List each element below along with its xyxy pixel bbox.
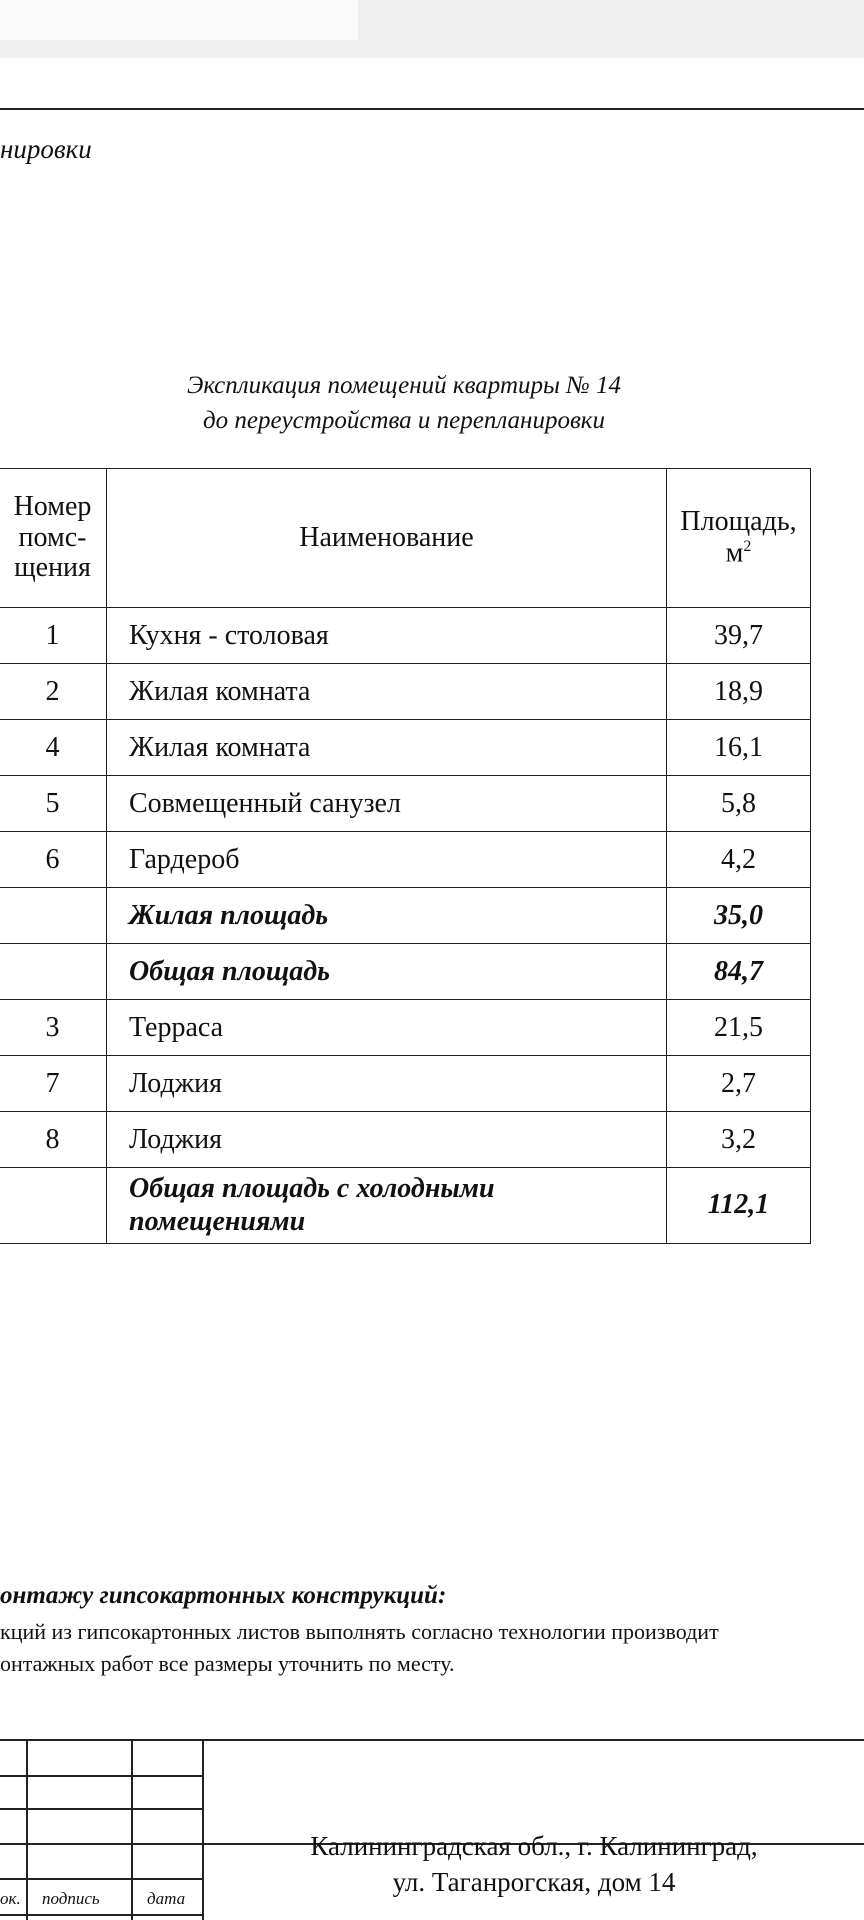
room-area: 18,9 xyxy=(667,664,811,720)
total-value: 112,1 xyxy=(667,1168,811,1244)
title-block-rule xyxy=(0,1914,204,1916)
table-row xyxy=(0,608,811,664)
room-number xyxy=(0,888,107,944)
subtotal-label: Общая площадь xyxy=(107,944,667,1000)
header-number: Номер помс- щения xyxy=(0,469,107,608)
table-row xyxy=(0,1056,811,1112)
table-row xyxy=(0,664,811,720)
address-line2: ул. Таганрогская, дом 14 xyxy=(392,1867,676,1897)
room-number: 5 xyxy=(0,776,107,832)
room-number: 4 xyxy=(0,720,107,776)
subtotal-value: 35,0 xyxy=(667,888,811,944)
notes-line: кций из гипсокартонных листов выполнять согласно технологии производит xyxy=(0,1619,719,1644)
explication-caption-line2: до переустройства и перепланировки xyxy=(202,407,605,434)
header-area: Площадь, $м^2$ xyxy=(667,469,811,608)
room-number xyxy=(0,1168,107,1244)
room-name: Лоджия xyxy=(107,1112,667,1168)
title-block-col xyxy=(26,1739,28,1920)
header-name: Наименование xyxy=(107,469,667,608)
room-number: 3 xyxy=(0,1000,107,1056)
top-input-field[interactable] xyxy=(0,0,358,40)
room-name: Терраса xyxy=(107,1000,667,1056)
title-block-top-rule xyxy=(0,1739,864,1741)
table-row xyxy=(0,720,811,776)
stamp-date-label: дата xyxy=(147,1889,186,1908)
subtotal-label: Жилая площадь xyxy=(107,888,667,944)
title-block-rule xyxy=(0,1775,204,1777)
title-block-rule xyxy=(0,1878,204,1880)
notes-heading: онтажу гипсокартонных конструкций: xyxy=(0,1582,447,1609)
room-name: Гардероб xyxy=(107,832,667,888)
top-toolbar xyxy=(0,0,864,58)
subtotal-value: 84,7 xyxy=(667,944,811,1000)
room-number: 6 xyxy=(0,832,107,888)
top-rule xyxy=(0,108,864,110)
room-area: 4,2 xyxy=(667,832,811,888)
notes-line: онтажных работ все размеры уточнить по месту. xyxy=(0,1651,455,1676)
section-title: нировки xyxy=(0,134,92,164)
table-row xyxy=(0,776,811,832)
room-name: Лоджия xyxy=(107,1056,667,1112)
address-line1: Калининградская обл., г. Калининград, xyxy=(310,1831,758,1861)
table-header-row xyxy=(0,469,811,608)
room-area: 39,7 xyxy=(667,608,811,664)
table-row-subtotal xyxy=(0,944,811,1000)
room-area: 21,5 xyxy=(667,1000,811,1056)
room-area: 2,7 xyxy=(667,1056,811,1112)
room-name: Кухня - столовая xyxy=(107,608,667,664)
room-name: Жилая комната xyxy=(107,664,667,720)
table-row xyxy=(0,1000,811,1056)
stamp-doc-label: ок. xyxy=(0,1889,21,1908)
title-block-col xyxy=(131,1739,133,1920)
room-area: 16,1 xyxy=(667,720,811,776)
table-row-total xyxy=(0,1168,811,1244)
room-number: 2 xyxy=(0,664,107,720)
explication-table xyxy=(0,468,811,1244)
room-name: Совмещенный санузел xyxy=(107,776,667,832)
table-row xyxy=(0,1112,811,1168)
room-number: 7 xyxy=(0,1056,107,1112)
room-number: 8 xyxy=(0,1112,107,1168)
title-block xyxy=(0,1739,864,1920)
room-area: 5,8 xyxy=(667,776,811,832)
title-block-rule xyxy=(0,1808,204,1810)
room-number: 1 xyxy=(0,608,107,664)
total-label: Общая площадь с холодными помещениями xyxy=(107,1168,667,1244)
stamp-sign-label: подпись xyxy=(42,1889,100,1908)
room-number xyxy=(0,944,107,1000)
explication-caption-line1: Экспликация помещений квартиры № 14 xyxy=(187,372,621,399)
table-row-subtotal xyxy=(0,888,811,944)
room-area: 3,2 xyxy=(667,1112,811,1168)
room-name: Жилая комната xyxy=(107,720,667,776)
table-row xyxy=(0,832,811,888)
